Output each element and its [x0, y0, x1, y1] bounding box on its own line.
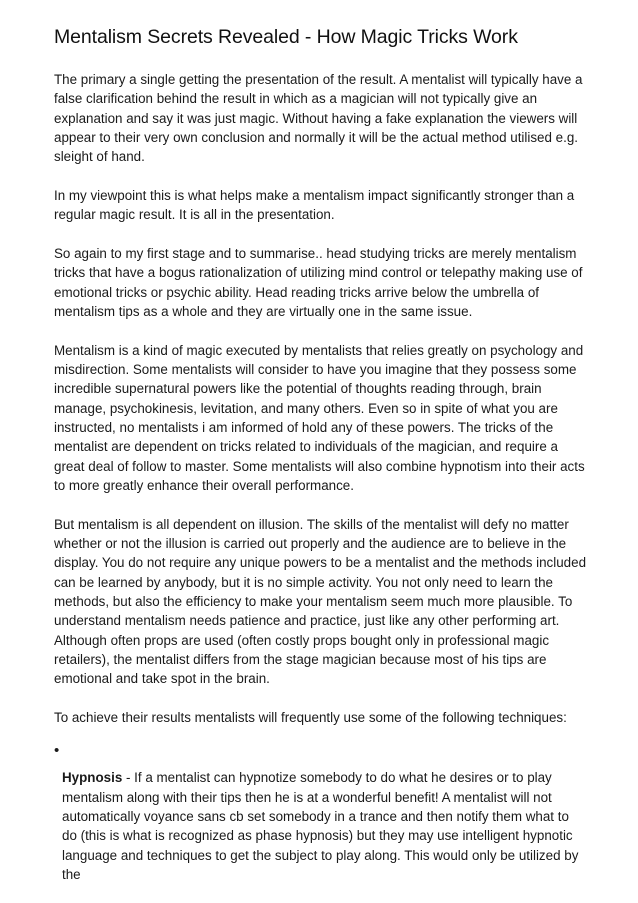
paragraph-3: So again to my first stage and to summarise.. head studying tricks are merely mentalism tricks that have a bogus rationalization of utilizing mind control or telepathy making use of emotional tricks or psychic ability. Head reading tricks arrive below the umbrella of mentalism tips as a whole and they are virtually one in the same issue. — [54, 246, 583, 320]
paragraph-6: To achieve their results mentalists will frequently use some of the following techniques: — [54, 710, 567, 726]
paragraph-1: The primary a single getting the presentation of the result. A mentalist will typically have a false clarification behind the result in which as a magician will not typically give an explanation and say it was just magic. Without having a fake explanation the viewers will appear to their very own conclusion and normally it will be the actual method utilised e.g. sleight of hand. — [54, 72, 583, 165]
paragraph-4: Mentalism is a kind of magic executed by mentalists that relies greatly on psychology and misdirection. Some mentalists will consider to have you imagine that they possess some incredible supernatural powers like the potential of thoughts reading through, brain manage, psychokinesis, levitation, and many others. Even so in spite of what you are instructed, no mentalists i am informed of hold any of these powers. The tricks of the mentalist are dependent on tricks related to individuals of the magician, and require a great deal of follow to master. Some mentalists will also combine hypnotism into their acts to more greatly enhance their overall performance. — [54, 342, 585, 494]
bullet-marker: • — [54, 742, 60, 760]
bullet-item — [62, 768, 586, 884]
paragraph-5: But mentalism is all dependent on illusion. The skills of the mentalist will defy no matter whether or not the illusion is carried out properly and the audience are to believe in the display. You do not require any unique powers to be a mentalist and the methods included can be learned by anybody, but it is no simple activity. You not only need to learn the methods, but also the efficiency to make your mentalism seem much more plausible. To understand mentalism needs patience and practice, just like any other performing art. Although often props are used (often costly props bought only in professional magic retailers), the mentalist differs from the stage magician because most of his tips are emotional and take spot in the brain. — [54, 516, 587, 687]
bullet-text: - If a mentalist can hypnotize somebody to do what he desires or to play mentalism along with their tips then he is at a wonderful benefit! A mentalist will not automatically voyance sans cb set somebody in a trance and then notify them what to do (this is what is recognized as phase hypnosis) but they may use intelligent hypnotic language and techniques to get the subject to play along. This would only be utilized by the — [62, 770, 579, 883]
document-page — [54, 22, 586, 885]
paragraph-2: In my viewpoint this is what helps make a mentalism impact significantly stronger than a regular magic result. It is all in the presentation. — [54, 188, 575, 223]
page-title: Mentalism Secrets Revealed - How Magic Tricks Work — [54, 26, 518, 48]
bullet-term: Hypnosis — [62, 770, 123, 786]
